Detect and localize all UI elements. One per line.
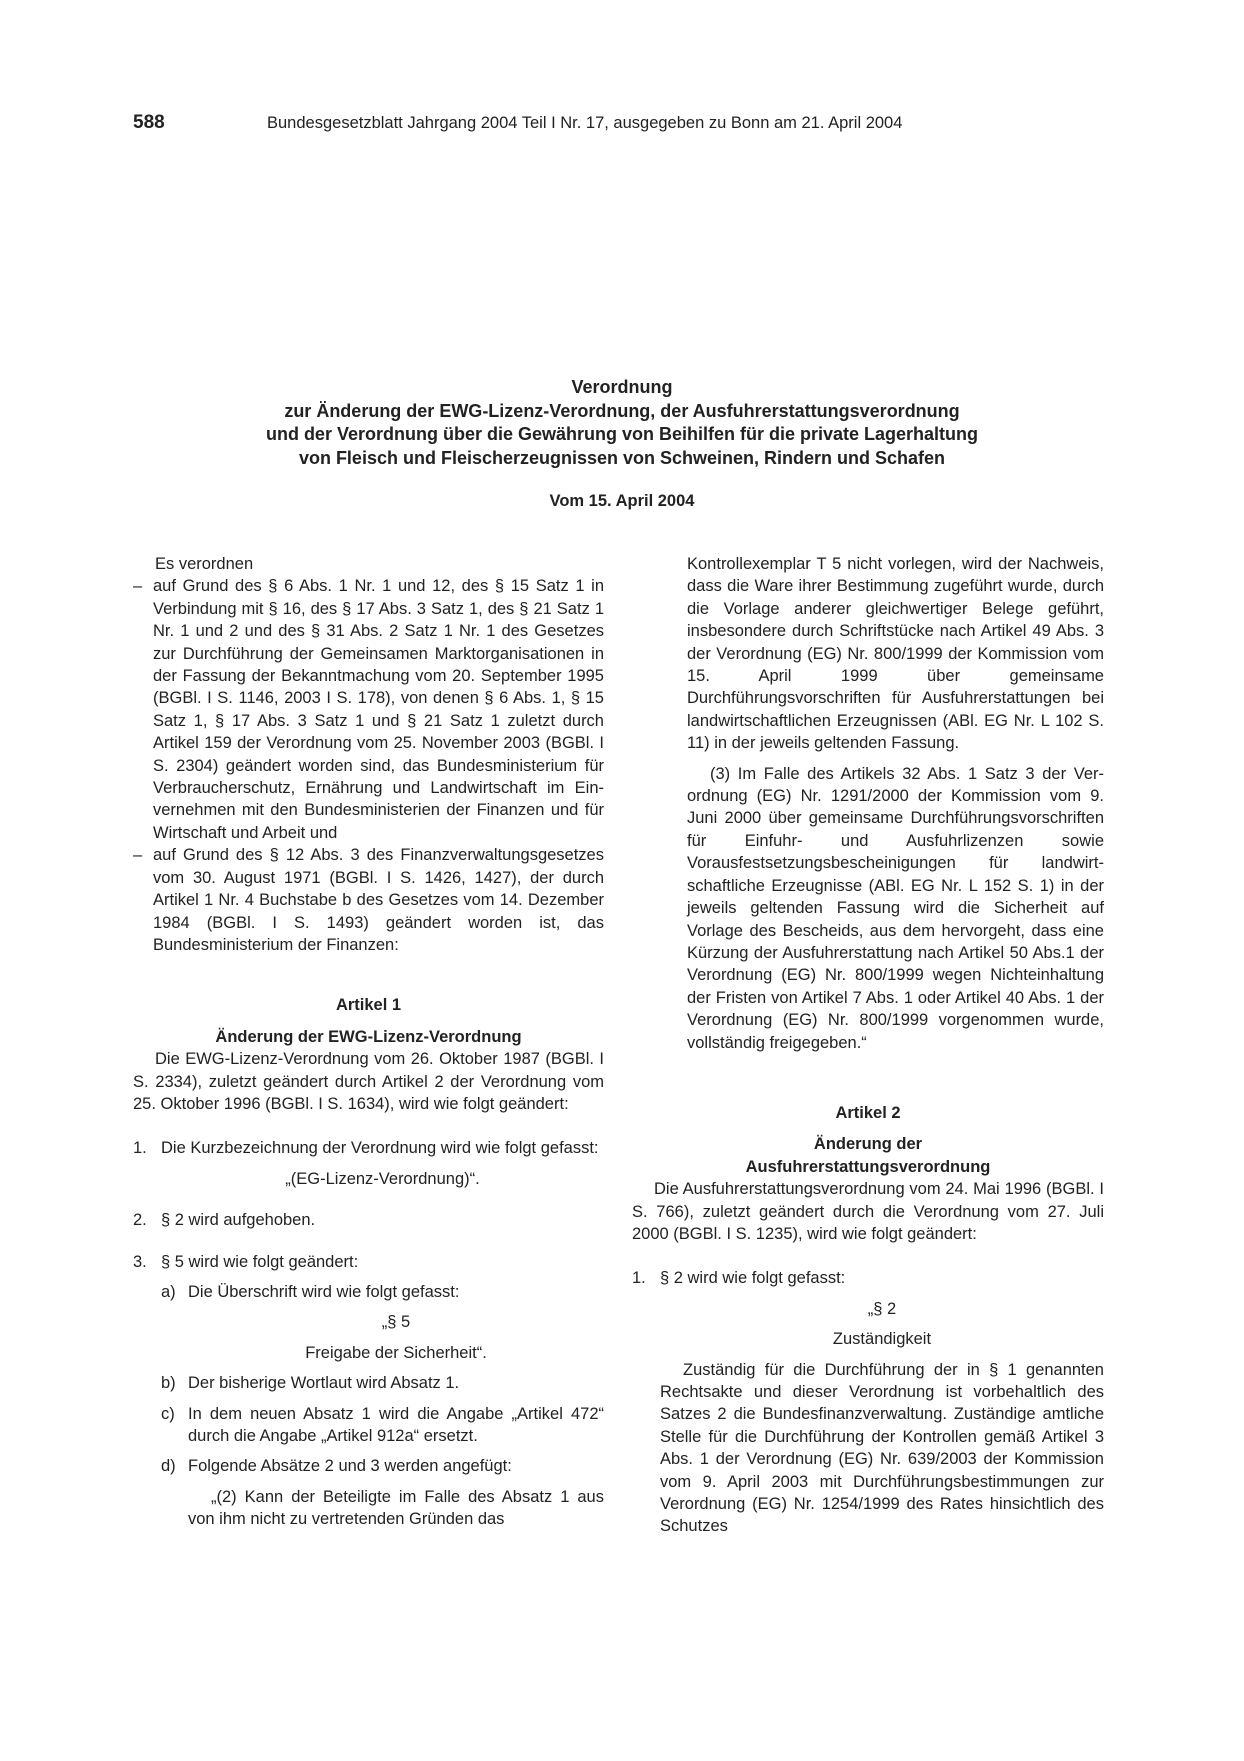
item-number: 3. [133,1252,147,1271]
quote-paragraph-title: Zuständigkeit [832,1330,932,1349]
running-head: Bundesgesetzblatt Jahrgang 2004 Teil I Nr. 17, ausgegeben zu Bonn am 21. April 2004 [267,114,903,132]
left-item-2-text: § 2 wird aufgehoben. [161,1211,316,1230]
sub-item-d-quote: „(2) Kann der Beteiligte im Falle des Absatz 1 aus von ihm nicht zu vertretenden Gründen das [188,1487,604,1529]
sub-item-d-text: Folgende Absätze 2 und 3 werden angefügt: [188,1457,512,1476]
document-date: Vom 15. April 2004 [549,492,695,510]
sub-item-a-quote-2: Freigabe der Sicherheit“. [305,1343,487,1362]
sub-item-c-text: In dem neuen Absatz 1 wird die Angabe „Artikel 472“ durch die Angabe „Artikel 912a“ ersetzt. [188,1404,604,1445]
quote-paragraph-text: Zuständig für die Durchführung der in § 1 genannten Rechtsakte und dieser Verordnung ist vorbehaltlich des Satzes 2 die Bundesfinanzverwaltung. Zuständige amtliche Stelle für die Durchführung der Kontrollen gemäß Artikel 3 Abs. 1 der Verordnung (EG) Nr. 639/2003 der Kommission vom 9. April 2003 mit Durchführungsbestimmungen zur Verordnung (EG) Nr. 1254/1999 des Rates hinsichtlich des Schutzes [660,1360,1104,1536]
sub-item-marker: b) [161,1374,176,1393]
article-2-subheading-2: Ausfuhrerstattungsverordnung [745,1157,991,1176]
dash-marker: – [133,846,143,865]
right-item-1 [632,1267,1104,1289]
sub-item-b-text: Der bisherige Wortlaut wird Absatz 1. [188,1374,460,1393]
sub-item-marker: d) [161,1457,176,1476]
paragraph-3: (3) Im Falle des Artikels 32 Abs. 1 Satz 3 der Verordnung (EG) Nr. 1291/2000 der Kommission vom 9. Juni 2000 über gemeinsame Durchführungsvorschriften für Einfuhr- und Ausfuhrlizenzen sowie Vorausfestsetzungsbescheinigungen für landwirtschaftliche Erzeugnisse (ABl. EG Nr. L 152 S. 1) in der jeweils geltenden Fassung wird die Sicherheit auf Vorlage des Bescheids, aus dem hervorgeht, dass eine Kürzung der Ausfuhrerstattung nach Artikel 50 Abs.1 der Verordnung (EG) Nr. 800/1999 wegen Nichteinhaltung der Fristen von Artikel 7 Abs. 1 oder Artikel 40 Abs. 1 der Verordnung (EG) Nr. 800/1999 vorgenommen wurde, vollständig freigegeben.“ [687,764,1104,1052]
left-column [133,553,604,1531]
sub-item-a [133,1281,604,1303]
article-1-subheading: Änderung der EWG-Lizenz-Verordnung [215,1027,522,1046]
document-title [0,376,1244,470]
sub-item-a-text: Die Überschrift wird wie folgt gefasst: [188,1282,460,1301]
left-item-1 [133,1137,604,1159]
left-item-1-text: Die Kurzbezeichnung der Verordnung wird wie folgt gefasst: [161,1139,599,1158]
article-2-heading: Artikel 2 [835,1103,901,1122]
article-2-subheading-1: Änderung der [813,1135,923,1154]
article-1-heading: Artikel 1 [335,996,402,1015]
sub-item-marker: c) [161,1404,175,1423]
left-item-3-text: § 5 wird wie folgt geändert: [161,1252,359,1271]
article-1-intro: Die EWG-Lizenz-Verordnung vom 26. Oktober 1987 (BGBl. I S. 2334), zuletzt geändert durch Artikel 2 der Verordnung vom 25. Oktober 1996 (BGBl. I S. 1634), wird wie folgt geändert: [133,1050,604,1113]
item-number: 1. [632,1269,646,1288]
continued-paragraph: Kontrollexemplar T 5 nicht vorlegen, wird der Nachweis, dass die Ware ihrer Bestimmung zugeführt wurde, durch die Vorlage anderer gleichwertiger Belege geführt, insbesondere durch Schriftstücke nach Artikel 49 Abs. 3 der Verordnung (EG) Nr. 800/1999 der Kommission vom 15. April 1999 über gemeinsame Durchführungsvorschriften für Ausfuhrerstattungen bei landwirtschaftlichen Erzeugnissen (ABl. EG Nr. L 102 S. 11) in der jeweils geltenden Fassung. [687,555,1104,753]
item-number: 2. [133,1211,147,1230]
dash-item-2 [133,844,604,956]
quote-paragraph-number: „§ 2 [867,1299,897,1318]
dash-marker: – [133,577,143,596]
sub-item-d [133,1455,604,1477]
item-number: 1. [133,1139,147,1158]
dash-item-1 [133,575,604,844]
sub-item-b [133,1372,604,1394]
dash-item-2-text: auf Grund des § 12 Abs. 3 des Finanzverwaltungsgesetzes vom 30. August 1971 (BGBl. I S. 1426, 1427), der durch Artikel 1 Nr. 4 Buchstabe b des Gesetzes vom 14. Dezember 1984 (BGBl. I S. 1493) geändert worden ist, das Bundesministerium der Finanzen: [153,846,604,954]
title-line-3: und der Verordnung über die Gewährung von Beihilfen für die private Lagerhaltung [265,424,979,444]
left-item-3 [133,1251,604,1273]
page-number: 588 [133,112,165,133]
intro-text: Es verordnen [155,555,254,573]
left-item-1-quote: „(EG-Lizenz-Verordnung)“. [285,1169,480,1188]
sub-item-a-quote-1: „§ 5 [381,1313,411,1332]
right-column [632,553,1104,1538]
title-line-2: zur Änderung der EWG-Lizenz-Verordnung, der Ausfuhrerstattungsverordnung [284,400,960,421]
sub-item-marker: a) [161,1282,176,1301]
left-item-2 [133,1209,604,1231]
article-2-intro: Die Ausfuhrerstattungsverordnung vom 24. Mai 1996 (BGBl. I S. 766), zuletzt geändert durch die Verordnung vom 27. Juli 2000 (BGBl. I S. 1235), wird wie folgt geändert: [632,1180,1104,1243]
title-line-4: von Fleisch und Fleischerzeugnissen von Schweinen, Rindern und Schafen [298,447,946,468]
dash-item-1-text: auf Grund des § 6 Abs. 1 Nr. 1 und 12, des § 15 Satz 1 in Verbindung mit § 16, des § 17 Abs. 3 Satz 1, des § 21 Satz 1 Nr. 1 und 2 und des § 31 Abs. 2 Satz 1 Nr. 1 des Gesetzes zur Durchführung der Gemeinsamen Marktorganisationen in der Fassung der Bekanntmachung vom 20. September 1995 (BGBl. I S. 1146, 2003 I S. 178), von denen § 6 Abs. 1, § 15 Satz 1, § 17 Abs. 3 Satz 1 und § 21 Satz 1 zuletzt durch Artikel 159 der Verordnung vom 25. November 2003 (BGBl. I S. 2304) geändert worden sind, das Bundesministerium für Verbraucherschutz, Ernährung und Landwirtschaft im Einvernehmen mit den Bundesministerien der Finanzen und für Wirtschaft und Arbeit und [153,577,604,842]
sub-item-c [133,1403,604,1448]
title-line-1: Verordnung [571,377,673,397]
right-item-1-text: § 2 wird wie folgt gefasst: [660,1269,846,1288]
